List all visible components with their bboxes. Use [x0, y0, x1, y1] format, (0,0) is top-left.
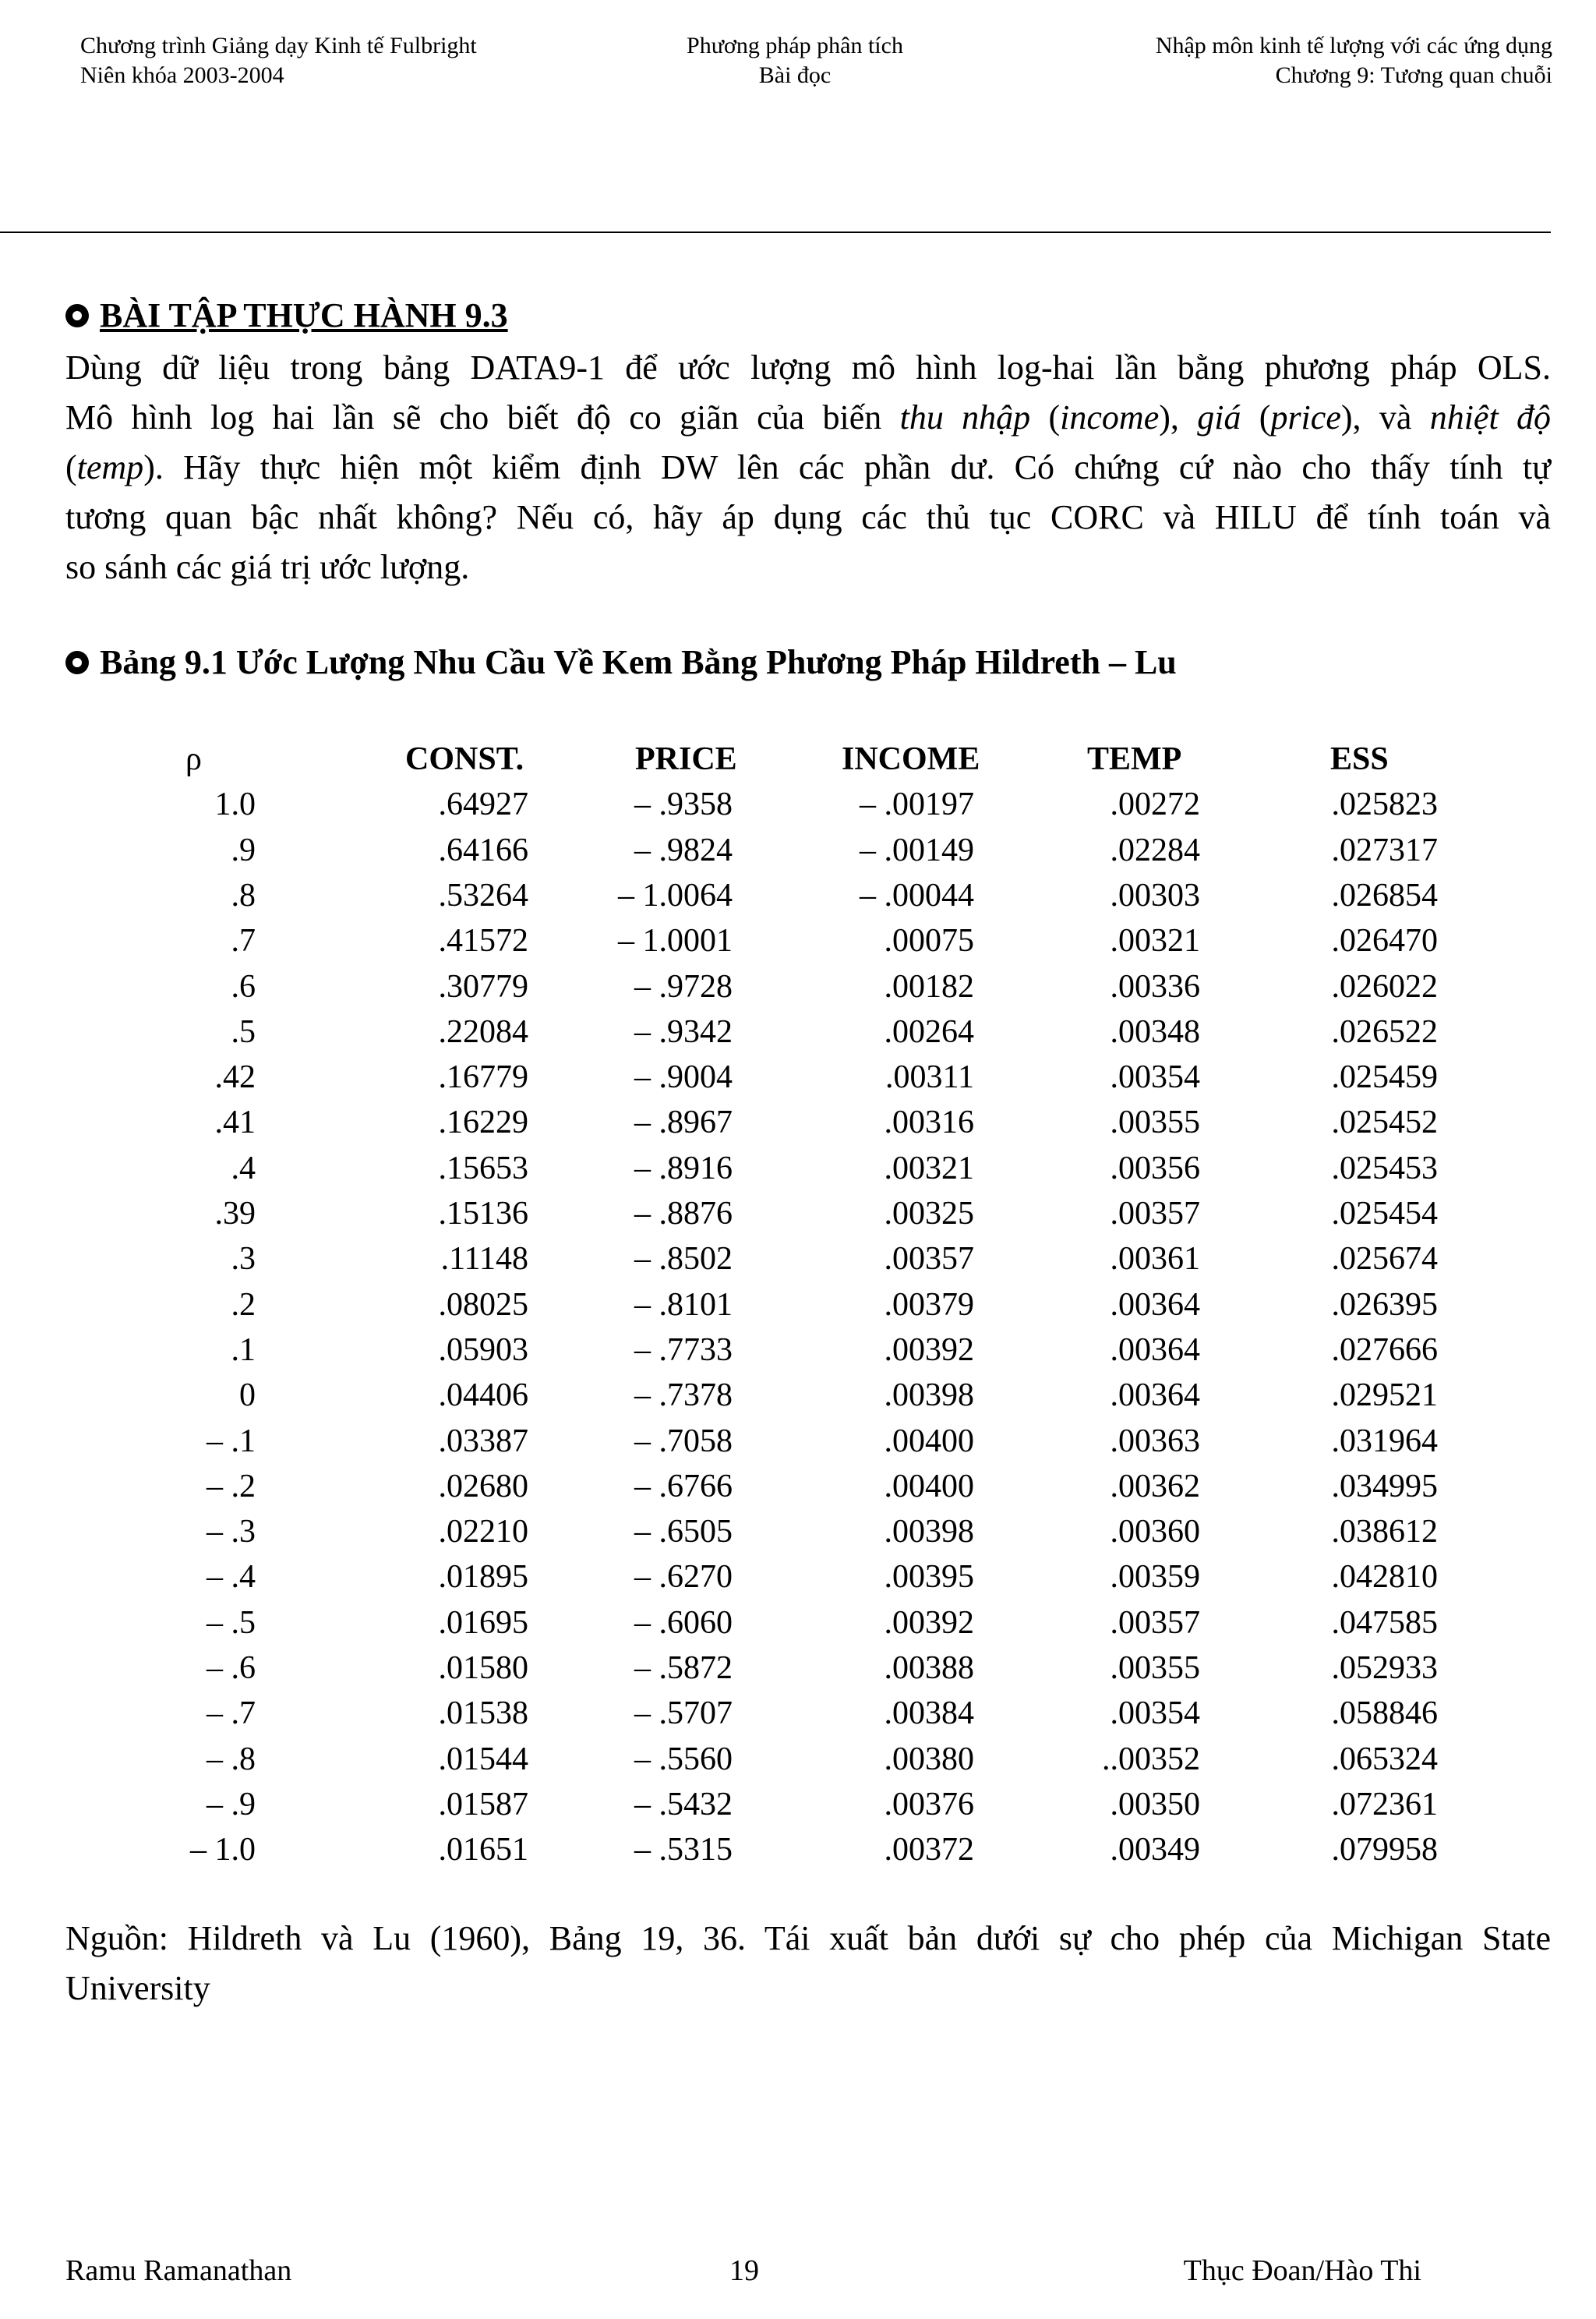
cell-const: .01580	[438, 1650, 528, 1686]
footer-author: Ramu Ramanathan	[65, 2254, 292, 2287]
cell-rho: .39	[214, 1196, 256, 1232]
cell-temp: .00354	[1110, 1695, 1200, 1731]
cell-income: .00384	[884, 1695, 974, 1731]
cell-const: .64166	[438, 833, 528, 868]
cell-ess: .026522	[1331, 1014, 1438, 1050]
book-title: Nhập môn kinh tế lượng với các ứng dụng	[1155, 33, 1552, 58]
cell-income: .00321	[884, 1151, 974, 1186]
cell-rho: .3	[231, 1241, 256, 1277]
table-row	[0, 1827, 1596, 1872]
source-line: Nguồn: Hildreth và Lu (1960), Bảng 19, 36. Tái xuất bản dưới sự cho phép của Michigan State	[65, 1919, 1551, 1957]
cell-ess: .026395	[1331, 1287, 1438, 1323]
header-right	[1156, 31, 1552, 90]
academic-year: Niên khóa 2003-2004	[80, 62, 284, 88]
col-header-income: INCOME	[842, 741, 980, 777]
cell-price: – .9728	[634, 969, 733, 1005]
cell-ess: .025674	[1331, 1241, 1438, 1277]
cell-temp: .00364	[1110, 1377, 1200, 1413]
bullet-icon	[65, 304, 89, 327]
cell-temp: .00360	[1110, 1514, 1200, 1550]
cell-temp: .00362	[1110, 1469, 1200, 1504]
cell-rho: .6	[231, 969, 256, 1005]
cell-ess: .029521	[1331, 1377, 1438, 1413]
cell-temp: .02284	[1110, 833, 1200, 868]
cell-income: .00311	[885, 1059, 974, 1095]
exercise-paragraph	[65, 343, 1551, 592]
cell-rho: – .4	[207, 1559, 256, 1595]
paragraph-line: Mô hình log hai lần sẽ cho biết độ co giãn của biến thu nhập (income), giá (price), và nhiệt độ	[65, 398, 1551, 437]
cell-rho: – .8	[207, 1741, 256, 1777]
cell-income: .00316	[884, 1105, 974, 1140]
cell-rho: .2	[231, 1287, 256, 1323]
cell-ess: .026022	[1331, 969, 1438, 1005]
cell-const: .08025	[438, 1287, 528, 1323]
cell-price: – .5432	[634, 1787, 733, 1822]
cell-price: – .8101	[634, 1287, 733, 1323]
table-row	[0, 1282, 1596, 1327]
cell-income: – .00149	[860, 833, 974, 868]
cell-const: .53264	[438, 878, 528, 914]
cell-price: – .7058	[634, 1423, 733, 1459]
cell-const: .30779	[438, 969, 528, 1005]
cell-price: – .9358	[634, 787, 733, 822]
cell-ess: .025453	[1331, 1151, 1438, 1186]
cell-price: – .5707	[634, 1695, 733, 1731]
cell-price: – .7378	[634, 1377, 733, 1413]
paragraph-line: (temp). Hãy thực hiện một kiểm định DW lên các phần dư. Có chứng cứ nào cho thấy tính tự	[65, 448, 1551, 486]
paragraph-line: so sánh các giá trị ước lượng.	[65, 548, 470, 586]
cell-rho: .7	[231, 923, 256, 959]
table-row	[0, 828, 1596, 873]
cell-const: .16779	[438, 1059, 528, 1095]
table-row	[0, 1055, 1596, 1100]
doc-type: Bài đọc	[758, 62, 832, 88]
source-line: University	[65, 1969, 210, 2007]
cell-income: .00372	[884, 1832, 974, 1868]
cell-rho: .1	[231, 1332, 256, 1368]
cell-const: .05903	[438, 1332, 528, 1368]
cell-rho: .5	[231, 1014, 256, 1050]
cell-income: .00357	[884, 1241, 974, 1277]
cell-ess: .025459	[1331, 1059, 1438, 1095]
cell-price: – .6060	[634, 1605, 733, 1641]
cell-price: – .7733	[634, 1332, 733, 1368]
cell-temp: .00303	[1110, 878, 1200, 914]
cell-ess: .065324	[1331, 1741, 1438, 1777]
source-note	[65, 1914, 1551, 2013]
cell-const: .03387	[438, 1423, 528, 1459]
cell-const: .02680	[438, 1469, 528, 1504]
cell-ess: .027666	[1331, 1332, 1438, 1368]
cell-income: .00182	[884, 969, 974, 1005]
cell-price: – .6505	[634, 1514, 733, 1550]
cell-ess: .027317	[1331, 833, 1438, 868]
cell-const: .01587	[438, 1787, 528, 1822]
cell-const: .64927	[438, 787, 528, 822]
cell-const: .01651	[438, 1832, 528, 1868]
exercise-heading	[65, 292, 508, 339]
cell-rho: – .2	[207, 1469, 256, 1504]
cell-ess: .026854	[1331, 878, 1438, 914]
cell-temp: .00361	[1110, 1241, 1200, 1277]
cell-const: .04406	[438, 1377, 528, 1413]
cell-ess: .025452	[1331, 1105, 1438, 1140]
header-center	[686, 31, 904, 90]
cell-const: .01544	[438, 1741, 528, 1777]
cell-const: .02210	[438, 1514, 528, 1550]
exercise-title: BÀI TẬP THỰC HÀNH 9.3	[100, 296, 508, 334]
cell-temp: .00272	[1110, 787, 1200, 822]
col-header-price: PRICE	[635, 741, 737, 777]
program-name: Chương trình Giảng dạy Kinh tế Fulbright	[80, 33, 477, 58]
cell-income: .00075	[884, 923, 974, 959]
table-row	[0, 1691, 1596, 1736]
cell-temp: .00363	[1110, 1423, 1200, 1459]
table-row	[0, 1100, 1596, 1145]
cell-rho: – .3	[207, 1514, 256, 1550]
table-row	[0, 1009, 1596, 1055]
cell-rho: .41	[214, 1105, 256, 1140]
cell-ess: .052933	[1331, 1650, 1438, 1686]
cell-rho: – .6	[207, 1650, 256, 1686]
cell-temp: .00348	[1110, 1014, 1200, 1050]
cell-rho: .42	[214, 1059, 256, 1095]
table-row	[0, 782, 1596, 827]
cell-temp: .00364	[1110, 1332, 1200, 1368]
cell-income: .00325	[884, 1196, 974, 1232]
header-divider	[0, 232, 1551, 233]
col-header-temp: TEMP	[1087, 741, 1182, 777]
cell-const: .41572	[438, 923, 528, 959]
cell-ess: .025454	[1331, 1196, 1438, 1232]
course-name: Phương pháp phân tích	[687, 33, 903, 58]
cell-temp: .00350	[1110, 1787, 1200, 1822]
cell-price: – 1.0064	[618, 878, 733, 914]
cell-rho: – .7	[207, 1695, 256, 1731]
cell-temp: .00321	[1110, 923, 1200, 959]
cell-const: .01538	[438, 1695, 528, 1731]
table-row	[0, 1782, 1596, 1827]
cell-rho: – .5	[207, 1605, 256, 1641]
table-row	[0, 1646, 1596, 1691]
cell-income: .00398	[884, 1377, 974, 1413]
cell-ess: .034995	[1331, 1469, 1438, 1504]
cell-price: – .6270	[634, 1559, 733, 1595]
cell-income: – .00197	[860, 787, 974, 822]
cell-income: .00392	[884, 1332, 974, 1368]
cell-temp: .00355	[1110, 1650, 1200, 1686]
col-header-ess: ESS	[1330, 741, 1389, 777]
cell-income: .00388	[884, 1650, 974, 1686]
cell-const: .22084	[438, 1014, 528, 1050]
table-row	[0, 1419, 1596, 1464]
cell-ess: .026470	[1331, 923, 1438, 959]
page-number: 19	[729, 2254, 759, 2287]
cell-price: – 1.0001	[618, 923, 733, 959]
table-row	[0, 1373, 1596, 1418]
table-row	[0, 1327, 1596, 1373]
table-row	[0, 1191, 1596, 1236]
cell-income: .00400	[884, 1469, 974, 1504]
table-row	[0, 918, 1596, 963]
cell-ess: .025823	[1331, 787, 1438, 822]
table-row	[0, 1236, 1596, 1281]
cell-const: .15653	[438, 1151, 528, 1186]
cell-income: – .00044	[860, 878, 974, 914]
cell-temp: .00349	[1110, 1832, 1200, 1868]
cell-const: .15136	[438, 1196, 528, 1232]
cell-income: .00380	[884, 1741, 974, 1777]
cell-price: – .8967	[634, 1105, 733, 1140]
cell-ess: .072361	[1331, 1787, 1438, 1822]
cell-price: – .8876	[634, 1196, 733, 1232]
paragraph-line: tương quan bậc nhất không? Nếu có, hãy áp dụng các thủ tục CORC và HILU để tính toán và	[65, 498, 1551, 536]
cell-rho: – .9	[207, 1787, 256, 1822]
cell-rho: 0	[239, 1377, 256, 1413]
cell-ess: .058846	[1331, 1695, 1438, 1731]
cell-rho: – 1.0	[190, 1832, 256, 1868]
cell-temp: .00336	[1110, 969, 1200, 1005]
cell-rho: .9	[231, 833, 256, 868]
cell-price: – .6766	[634, 1469, 733, 1504]
cell-price: – .5872	[634, 1650, 733, 1686]
footer-translators: Thục Đoan/Hào Thi	[1183, 2254, 1421, 2287]
cell-temp: .00364	[1110, 1287, 1200, 1323]
table-header-row	[0, 737, 1596, 782]
cell-rho: – .1	[207, 1423, 256, 1459]
cell-income: .00395	[884, 1559, 974, 1595]
cell-price: – .8502	[634, 1241, 733, 1277]
cell-ess: .031964	[1331, 1423, 1438, 1459]
cell-income: .00400	[884, 1423, 974, 1459]
table-heading	[65, 639, 1177, 686]
cell-temp: .00355	[1110, 1105, 1200, 1140]
table-row	[0, 1554, 1596, 1600]
col-header-rho: ρ	[185, 741, 202, 777]
cell-ess: .042810	[1331, 1559, 1438, 1595]
paragraph-line: Dùng dữ liệu trong bảng DATA9-1 để ước lượng mô hình log-hai lần bằng phương pháp OLS.	[65, 348, 1551, 387]
cell-temp: ..00352	[1102, 1741, 1200, 1777]
cell-const: .16229	[438, 1105, 528, 1140]
table-row	[0, 1146, 1596, 1191]
cell-price: – .9004	[634, 1059, 733, 1095]
cell-income: .00376	[884, 1787, 974, 1822]
table-title: Bảng 9.1 Ước Lượng Nhu Cầu Về Kem Bằng Phương Pháp Hildreth – Lu	[100, 643, 1177, 681]
cell-income: .00264	[884, 1014, 974, 1050]
table-row	[0, 873, 1596, 918]
cell-temp: .00359	[1110, 1559, 1200, 1595]
cell-rho: .4	[231, 1151, 256, 1186]
chapter-title: Chương 9: Tương quan chuỗi	[1275, 62, 1552, 88]
table-row	[0, 1737, 1596, 1782]
cell-temp: .00354	[1110, 1059, 1200, 1095]
cell-ess: .038612	[1331, 1514, 1438, 1550]
cell-price: – .5315	[634, 1832, 733, 1868]
col-header-const: CONST.	[405, 741, 524, 777]
cell-rho: 1.0	[214, 787, 256, 822]
cell-price: – .9342	[634, 1014, 733, 1050]
table-row	[0, 1600, 1596, 1646]
cell-temp: .00357	[1110, 1196, 1200, 1232]
cell-income: .00392	[884, 1605, 974, 1641]
cell-income: .00379	[884, 1287, 974, 1323]
cell-price: – .9824	[634, 833, 733, 868]
cell-ess: .079958	[1331, 1832, 1438, 1868]
table-row	[0, 1464, 1596, 1509]
header-left	[80, 31, 477, 90]
table-row	[0, 1509, 1596, 1554]
cell-income: .00398	[884, 1514, 974, 1550]
cell-ess: .047585	[1331, 1605, 1438, 1641]
table-row	[0, 964, 1596, 1009]
cell-temp: .00356	[1110, 1151, 1200, 1186]
cell-temp: .00357	[1110, 1605, 1200, 1641]
cell-const: .01895	[438, 1559, 528, 1595]
cell-price: – .5560	[634, 1741, 733, 1777]
bullet-icon	[65, 651, 89, 674]
cell-const: .11148	[440, 1241, 528, 1277]
cell-rho: .8	[231, 878, 256, 914]
cell-price: – .8916	[634, 1151, 733, 1186]
cell-const: .01695	[438, 1605, 528, 1641]
